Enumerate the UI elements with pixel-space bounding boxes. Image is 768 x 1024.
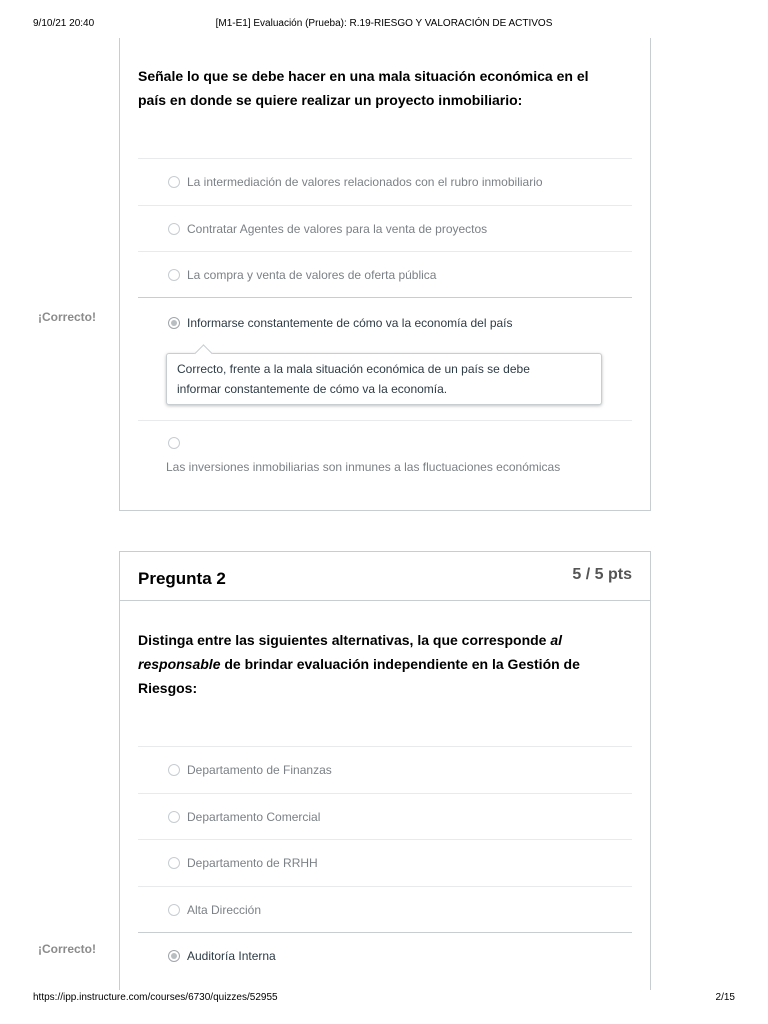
print-date: 9/10/21 20:40 <box>33 18 95 29</box>
radio-button-selected[interactable] <box>168 950 180 962</box>
answer-feedback: Correcto, frente a la mala situación económica de un país se debe informar constantemente de cómo va la economía. <box>166 353 602 405</box>
print-header <box>0 18 768 32</box>
radio-button[interactable] <box>168 437 180 449</box>
answer-label: Auditoría Interna <box>187 949 276 963</box>
correct-flag: ¡Correcto! <box>38 942 97 956</box>
question-1-text: Señale lo que se debe hacer en una mala situación económica en el país en donde se quiere realizar un proyecto inmobiliario: <box>138 68 589 108</box>
print-url: https://ipp.instructure.com/courses/6730/quizzes/52955 <box>33 992 278 1003</box>
question-points: 5 / 5 pts <box>572 566 632 583</box>
question-2-card <box>119 551 651 990</box>
radio-button[interactable] <box>168 223 180 235</box>
answer-label: Departamento de RRHH <box>187 856 318 870</box>
answer-option[interactable] <box>138 793 632 840</box>
question-title: Pregunta 2 <box>138 569 226 588</box>
radio-button[interactable] <box>168 176 180 188</box>
answer-label: Departamento Comercial <box>187 810 321 824</box>
question-header <box>120 552 650 601</box>
answer-label: Alta Dirección <box>187 903 262 917</box>
answer-label: Informarse constantemente de cómo va la economía del país <box>187 316 513 330</box>
answer-label: La intermediación de valores relacionados con el rubro inmobiliario <box>187 175 543 189</box>
radio-button[interactable] <box>168 811 180 823</box>
question-1-card <box>119 38 651 511</box>
print-footer <box>0 992 768 1006</box>
answer-label: Contratar Agentes de valores para la venta de proyectos <box>187 222 488 236</box>
answer-option[interactable] <box>138 839 632 886</box>
answer-option[interactable] <box>138 886 632 933</box>
answer-option[interactable] <box>138 158 632 205</box>
radio-button[interactable] <box>168 764 180 776</box>
answer-option-correct[interactable] <box>138 932 632 989</box>
print-title: [M1-E1] Evaluación (Prueba): R.19-RIESGO Y VALORACIÓN DE ACTIVOS <box>215 18 553 29</box>
radio-button[interactable] <box>168 904 180 916</box>
answer-option[interactable] <box>138 205 632 252</box>
answer-label: La compra y venta de valores de oferta pública <box>187 268 437 282</box>
correct-flag: ¡Correcto! <box>38 310 97 324</box>
page-number: 2/15 <box>715 992 735 1003</box>
answer-label: Las inversiones inmobiliarias son inmunes a las fluctuaciones económicas <box>166 460 561 474</box>
answer-option[interactable] <box>138 251 632 298</box>
radio-button-selected[interactable] <box>168 317 180 329</box>
radio-button[interactable] <box>168 857 180 869</box>
answer-option[interactable] <box>138 420 632 501</box>
answer-option[interactable] <box>138 746 632 793</box>
question-2-text: Distinga entre las siguientes alternativas, la que corresponde al responsable de brindar evaluación independiente en la Gestión de Riesgos: <box>138 632 580 696</box>
answer-label: Departamento de Finanzas <box>187 763 332 777</box>
radio-button[interactable] <box>168 269 180 281</box>
